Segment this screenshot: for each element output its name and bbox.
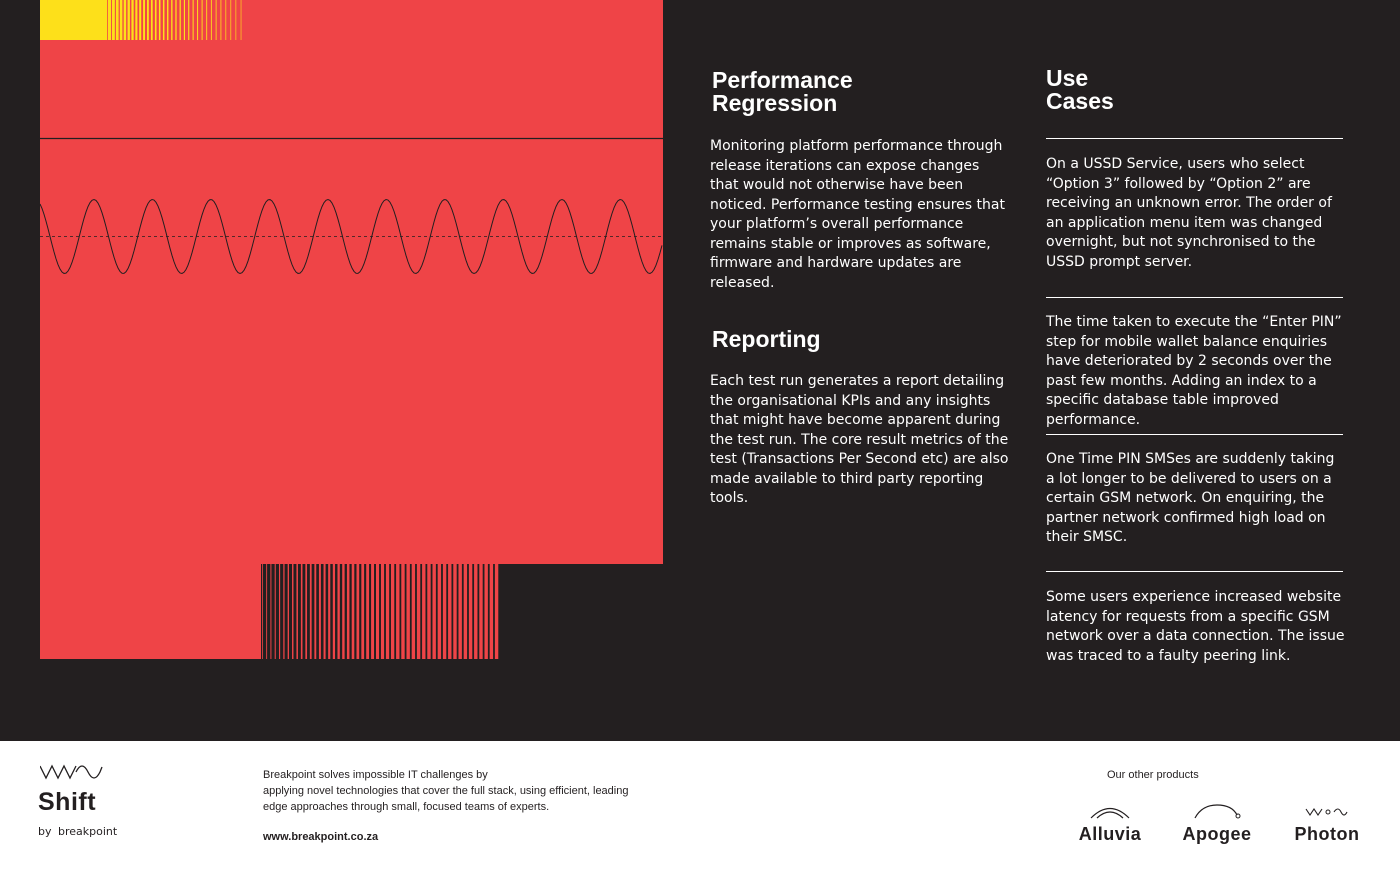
yellow-stripe: [108, 0, 111, 40]
company-description: [263, 767, 703, 815]
yellow-stripe: [193, 0, 194, 40]
barcode-line: [422, 564, 425, 659]
barcode-line: [427, 564, 430, 659]
barcode-line: [484, 564, 487, 659]
brand-name: Shift: [38, 788, 97, 816]
performance-section: [712, 69, 1012, 115]
barcode-line: [448, 564, 451, 659]
yellow-stripe: [202, 0, 203, 40]
yellow-stripe: [241, 0, 242, 40]
barcode-line: [495, 564, 498, 659]
barcode-line: [490, 564, 493, 659]
use-cases-title-line2: Cases: [1046, 88, 1114, 114]
use-case-divider: [1046, 571, 1343, 572]
use-case-divider: [1046, 297, 1343, 298]
barcode-line: [438, 564, 441, 659]
barcode-line: [342, 564, 344, 659]
yellow-stripe: [163, 0, 164, 40]
performance-title-line2: Regression: [712, 90, 838, 116]
barcode-line: [474, 564, 477, 659]
barcode-line: [458, 564, 461, 659]
barcode-line: [432, 564, 435, 659]
barcode-line: [381, 564, 384, 659]
yellow-stripe: [175, 0, 176, 40]
barcode-line: [324, 564, 326, 659]
barcode-line: [262, 564, 263, 659]
barcode-line: [417, 564, 420, 659]
yellow-stripe: [147, 0, 149, 40]
barcode-line: [310, 564, 312, 659]
barcode-line: [292, 564, 293, 659]
barcode-line: [305, 564, 307, 659]
barcode-line: [328, 564, 330, 659]
yellow-stripe: [135, 0, 137, 40]
performance-title-line1: Performance: [712, 67, 853, 93]
barcode-line: [357, 564, 360, 659]
barcode-line: [314, 564, 316, 659]
barcode-line: [469, 564, 472, 659]
barcode-line: [366, 564, 369, 659]
yellow-stripe: [128, 0, 130, 40]
use-case-divider: [1046, 434, 1343, 435]
barcode-line: [266, 564, 267, 659]
waveform-artwork: [40, 0, 663, 659]
barcode-line: [296, 564, 298, 659]
barcode-line: [401, 564, 404, 659]
yellow-stripe: [197, 0, 198, 40]
barcode-line: [283, 564, 284, 659]
yellow-stripe: [112, 0, 115, 40]
yellow-stripe: [180, 0, 181, 40]
barcode-line: [406, 564, 409, 659]
use-case-item: On a USSD Service, users who select “Option 3” followed by “Option 2” are receiving an unknown error. The order of an application menu item was changed overnight, but not synchronised to the USSD prompt server.: [1046, 156, 1332, 270]
reporting-body: Each test run generates a report detailing the organisational KPIs and any insights that might have become apparent during the test run. The core result metrics of the test (Transactions Per Second etc) are also made available to third party reporting tools.: [710, 373, 1009, 506]
alluvia-logo-icon: [1087, 803, 1133, 819]
red-panel-lower: [40, 564, 261, 659]
barcode-line: [279, 564, 280, 659]
yellow-stripe: [124, 0, 126, 40]
yellow-stripe: [159, 0, 161, 40]
use-case-divider: [1046, 138, 1343, 139]
barcode-line: [479, 564, 482, 659]
yellow-stripe: [167, 0, 168, 40]
barcode-line: [443, 564, 446, 659]
yellow-stripe: [188, 0, 189, 40]
product-name: Alluvia: [1078, 824, 1142, 844]
barcode-line: [371, 564, 374, 659]
barcode-line: [464, 564, 467, 659]
barcode-line: [391, 564, 394, 659]
barcode-line: [453, 564, 456, 659]
use-case-item: Some users experience increased website latency for requests from a specific GSM network over a data connection. The issue was traced to a faulty peering link.: [1046, 589, 1345, 664]
byline-company: breakpoint: [58, 825, 118, 838]
barcode-line: [337, 564, 339, 659]
reporting-title: Reporting: [712, 326, 821, 352]
barcode-line: [288, 564, 289, 659]
use-case-item: One Time PIN SMSes are suddenly taking a lot longer to be delivered to users on a certain GSM network. On enquiring, the partner network confirmed high load on their SMSC.: [1046, 451, 1335, 545]
description-line: Breakpoint solves impossible IT challenges by: [263, 769, 488, 781]
barcode-line: [352, 564, 355, 659]
use-cases-section: [1046, 67, 1346, 113]
barcode-line: [412, 564, 415, 659]
yellow-stripe: [206, 0, 207, 40]
yellow-stripe: [151, 0, 153, 40]
description-line: applying novel technologies that cover the full stack, using efficient, leading: [263, 785, 629, 797]
yellow-stripe: [171, 0, 172, 40]
yellow-stripe: [120, 0, 123, 40]
barcode-line: [319, 564, 321, 659]
use-case-item: The time taken to execute the “Enter PIN” step for mobile wallet balance enquiries have deteriorated by 2 seconds over the past few months. Adding an index to a specific database table improved performance.: [1046, 314, 1342, 428]
use-cases-title-line1: Use: [1046, 65, 1089, 91]
footer: [0, 741, 1400, 875]
barcode-lines: [262, 564, 498, 659]
barcode-line: [301, 564, 303, 659]
yellow-stripe: [116, 0, 119, 40]
yellow-stripe: [184, 0, 185, 40]
reporting-section: [712, 328, 1012, 351]
website-link[interactable]: www.breakpoint.co.za: [263, 831, 379, 843]
product-alluvia[interactable]: [1077, 803, 1143, 844]
yellow-block: [40, 0, 104, 40]
apogee-logo-icon: [1192, 803, 1242, 819]
barcode-line: [361, 564, 364, 659]
product-name: Photon: [1294, 824, 1360, 844]
product-apogee[interactable]: [1177, 803, 1257, 844]
photon-logo-icon: [1304, 803, 1350, 819]
barcode-line: [396, 564, 399, 659]
use-cases-title: [1046, 67, 1346, 113]
brand-byline: [38, 825, 117, 839]
red-panel: [40, 0, 663, 564]
barcode-line: [386, 564, 389, 659]
description-line: edge approaches through small, focused teams of experts.: [263, 801, 550, 813]
yellow-stripe: [236, 0, 237, 40]
other-products-label: Our other products: [1107, 769, 1199, 781]
yellow-stripe: [104, 0, 107, 40]
shift-wave-icon: [40, 762, 104, 782]
product-photon[interactable]: [1290, 803, 1364, 844]
performance-title: [712, 69, 1012, 115]
yellow-stripe: [211, 0, 212, 40]
yellow-stripe: [225, 0, 226, 40]
barcode-line: [347, 564, 350, 659]
barcode-line: [270, 564, 271, 659]
yellow-stripe: [221, 0, 222, 40]
barcode-line: [275, 564, 276, 659]
barcode-line: [333, 564, 335, 659]
yellow-stripe: [139, 0, 141, 40]
yellow-stripe: [131, 0, 133, 40]
byline-by: by: [38, 825, 52, 838]
yellow-stripe: [143, 0, 145, 40]
yellow-stripe: [155, 0, 157, 40]
yellow-stripe: [216, 0, 217, 40]
performance-body: Monitoring platform performance through release iterations can expose changes that would not otherwise have been noticed. Performance testing ensures that your platform’s overall performance remains stable or improves as software, firmware and hardware updates are released.: [710, 138, 1005, 291]
barcode-line: [376, 564, 379, 659]
yellow-stripe: [230, 0, 231, 40]
product-name: Apogee: [1182, 824, 1252, 844]
